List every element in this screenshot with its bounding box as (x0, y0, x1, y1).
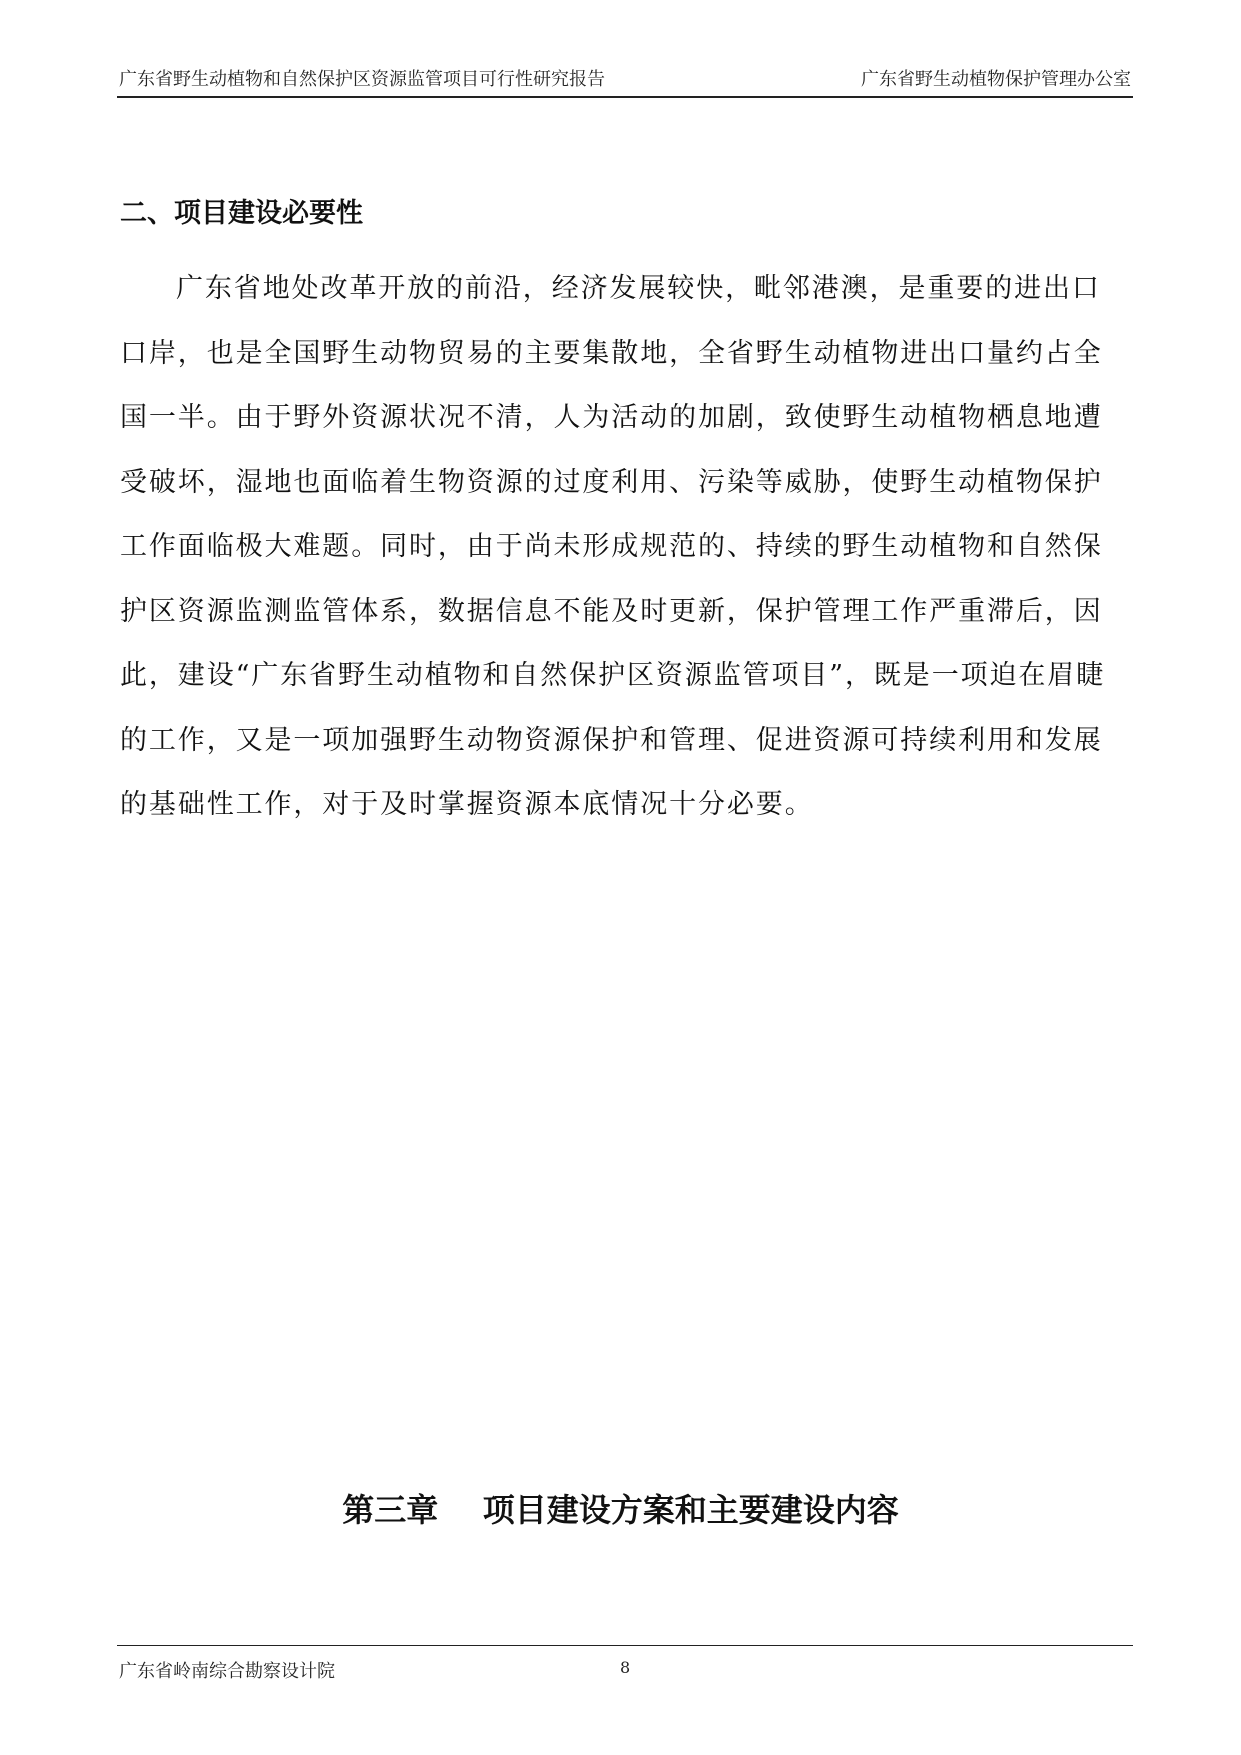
paragraph-line: 受破坏，湿地也面临着生物资源的过度利用、污染等威胁，使野生动植物保护 (120, 466, 1103, 498)
header-report-title: 广东省野生动植物和自然保护区资源监管项目可行性研究报告 (119, 69, 605, 90)
chapter-title: 第三章 项目建设方案和主要建设内容 (342, 1491, 899, 1529)
paragraph-line: 的工作，又是一项加强野生动物资源保护和管理、促进资源可持续利用和发展 (120, 724, 1103, 756)
page-number: 8 (620, 1658, 631, 1677)
paragraph-line: 口岸，也是全国野生动物贸易的主要集散地，全省野生动植物进出口量约占全 (120, 337, 1103, 369)
body-paragraph (120, 264, 1130, 845)
paragraph-line: 的基础性工作，对于及时掌握资源本底情况十分必要。 (120, 789, 814, 820)
page-footer (117, 1645, 1133, 1686)
page-header (117, 70, 1133, 98)
paragraph-line: 广东省地处改革开放的前沿，经济发展较快，毗邻港澳，是重要的进出口 (176, 273, 1101, 304)
paragraph-line: 国一半。由于野外资源状况不清，人为活动的加剧，致使野生动植物栖息地遭 (120, 402, 1103, 433)
paragraph-line: 此，建设“广东省野生动植物和自然保护区资源监管项目”，既是一项迫在眉睫 (120, 660, 1106, 691)
section-heading: 二、项目建设必要性 (120, 198, 363, 229)
paragraph-line: 工作面临极大难题。同时，由于尚未形成规范的、持续的野生动植物和自然保 (120, 531, 1103, 562)
paragraph-line: 护区资源监测监管体系，数据信息不能及时更新，保护管理工作严重滞后，因 (120, 595, 1103, 627)
footer-institute: 广东省岭南综合勘察设计院 (119, 1661, 335, 1682)
header-organization: 广东省野生动植物保护管理办公室 (861, 69, 1131, 90)
